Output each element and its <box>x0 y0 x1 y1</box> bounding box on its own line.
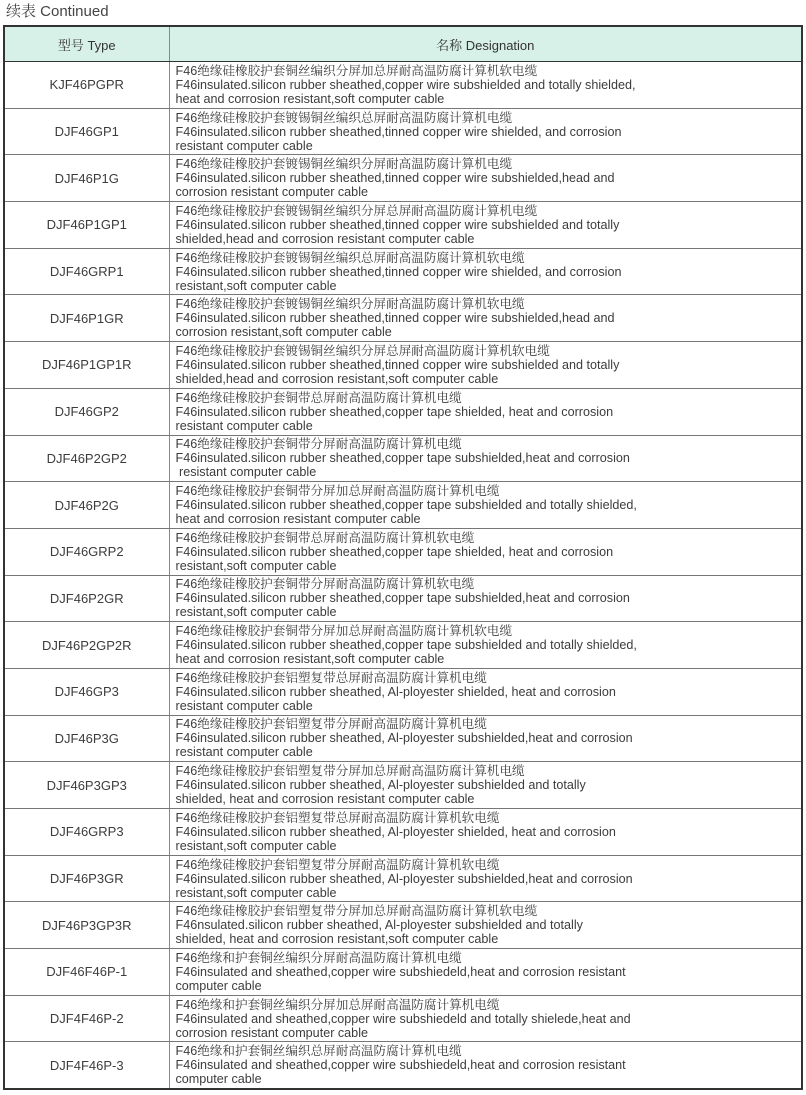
type-cell: DJF46P1GP1 <box>4 202 169 249</box>
designation-cell <box>169 155 802 202</box>
designation-chinese: F46绝缘硅橡胶护套铜带分屏加总屏耐高温防腐计算机电缆 <box>175 484 500 499</box>
table-row <box>4 482 802 529</box>
designation-english-line: F46insulated.silicon rubber sheathed, Al-ployester subshielded,heat and corrosion <box>175 871 633 886</box>
type-cell: DJF46P3GR <box>4 855 169 902</box>
designation-cell <box>169 715 802 762</box>
designation-english-line: F46insulated.silicon rubber sheathed,tinned copper wire shielded, and corrosion <box>175 124 622 139</box>
type-cell: DJF46F46P-1 <box>4 949 169 996</box>
table-caption: 续表 Continued <box>6 3 109 20</box>
designation-english-line: heat and corrosion resistant,soft computer cable <box>175 652 445 667</box>
designation-chinese: F46绝缘硅橡胶护套铜带分屏加总屏耐高温防腐计算机软电缆 <box>175 624 513 639</box>
designation-english-line: resistant,soft computer cable <box>175 885 337 900</box>
cable-type-table <box>3 25 803 1090</box>
designation-english-line: F46insulated.silicon rubber sheathed,copper tape shielded, heat and corrosion <box>175 544 614 559</box>
designation-cell <box>169 248 802 295</box>
designation-chinese: F46绝缘硅橡胶护套铝塑复带分屏加总屏耐高温防腐计算机电缆 <box>175 764 525 779</box>
designation-english-line: F46nsulated.silicon rubber sheathed, Al-ployester subshielded and totally <box>175 918 583 933</box>
designation-english-line: F46insulated and sheathed,copper wire subshiedeld and totally shielede,heat and <box>175 1011 631 1026</box>
column-header-type: 型号 Type <box>4 26 169 62</box>
designation-cell <box>169 295 802 342</box>
table-row <box>4 715 802 762</box>
type-cell: DJF46GP1 <box>4 108 169 155</box>
designation-chinese: F46绝缘硅橡胶护套铜带总屏耐高温防腐计算机软电缆 <box>175 530 475 545</box>
designation-chinese: F46绝缘硅橡胶护套铜带分屏耐高温防腐计算机电缆 <box>175 437 462 452</box>
designation-english-line: F46insulated.silicon rubber sheathed,copper tape subshielded,heat and corrosion <box>175 451 630 466</box>
table-row <box>4 62 802 109</box>
designation-english-line: F46insulated.silicon rubber sheathed,tinned copper wire subshielded and totally <box>175 217 620 232</box>
designation-english-line: F46insulated.silicon rubber sheathed,copper tape subshielded and totally shielded, <box>175 498 637 513</box>
designation-english-line: heat and corrosion resistant computer cable <box>175 512 421 527</box>
designation-cell <box>169 482 802 529</box>
type-cell: DJF46P2GP2R <box>4 622 169 669</box>
table-row <box>4 108 802 155</box>
table-row <box>4 809 802 856</box>
designation-english-line: resistant,soft computer cable <box>175 605 337 620</box>
designation-english-line: corrosion resistant computer cable <box>175 185 368 200</box>
column-header-designation: 名称 Designation <box>169 26 802 62</box>
designation-chinese: F46绝缘硅橡胶护套镀锡铜丝编织分屏总屏耐高温防腐计算机电缆 <box>175 203 538 218</box>
type-cell: DJF46GP2 <box>4 388 169 435</box>
designation-cell <box>169 528 802 575</box>
type-cell: DJF4F46P-3 <box>4 1042 169 1089</box>
designation-english-line: resistant,soft computer cable <box>175 558 337 573</box>
designation-english-line: corrosion resistant computer cable <box>175 1025 368 1040</box>
type-cell: KJF46PGPR <box>4 62 169 109</box>
designation-english-line: F46insulated.silicon rubber sheathed,copper tape shielded, heat and corrosion <box>175 404 614 419</box>
designation-cell <box>169 855 802 902</box>
designation-cell <box>169 809 802 856</box>
designation-chinese: F46绝缘硅橡胶护套镀锡铜丝编织分屏总屏耐高温防腐计算机软电缆 <box>175 343 550 358</box>
table-row <box>4 995 802 1042</box>
designation-cell <box>169 62 802 109</box>
designation-english-line: F46insulated.silicon rubber sheathed,tinned copper wire subshielded and totally <box>175 357 620 372</box>
designation-english-line: computer cable <box>175 978 262 993</box>
designation-english-line: resistant,soft computer cable <box>175 838 337 853</box>
designation-cell <box>169 622 802 669</box>
designation-cell <box>169 435 802 482</box>
type-cell: DJF46P1G <box>4 155 169 202</box>
designation-chinese: F46绝缘和护套铜丝编织总屏耐高温防腐计算机电缆 <box>175 1044 462 1059</box>
type-cell: DJF4F46P-2 <box>4 995 169 1042</box>
designation-english-line: shielded,head and corrosion resistant computer cable <box>175 231 475 246</box>
designation-english-line: F46insulated.silicon rubber sheathed,copper tape subshielded and totally shielded, <box>175 638 637 653</box>
table-row <box>4 1042 802 1089</box>
designation-english-line: F46insulated.silicon rubber sheathed, Al-ployester shielded, heat and corrosion <box>175 684 616 699</box>
table-row <box>4 295 802 342</box>
designation-cell <box>169 108 802 155</box>
designation-english-line: resistant,soft computer cable <box>175 278 337 293</box>
type-cell: DJF46GRP2 <box>4 528 169 575</box>
designation-english-line: heat and corrosion resistant,soft computer cable <box>175 91 445 106</box>
designation-english-line: resistant computer cable <box>175 698 313 713</box>
designation-english-line: F46insulated.silicon rubber sheathed,tinned copper wire shielded, and corrosion <box>175 264 622 279</box>
type-cell: DJF46GP3 <box>4 668 169 715</box>
designation-chinese: F46绝缘硅橡胶护套镀锡铜丝编织总屏耐高温防腐计算机电缆 <box>175 110 513 125</box>
table-row <box>4 342 802 389</box>
type-cell: DJF46P1GR <box>4 295 169 342</box>
designation-chinese: F46绝缘硅橡胶护套镀锡铜丝编织总屏耐高温防腐计算机软电缆 <box>175 250 525 265</box>
table-header <box>4 26 802 62</box>
type-cell: DJF46P2GP2 <box>4 435 169 482</box>
designation-english-line: F46insulated.silicon rubber sheathed,copper wire subshielded and totally shielded, <box>175 77 636 92</box>
designation-chinese: F46绝缘硅橡胶护套铝塑复带分屏耐高温防腐计算机电缆 <box>175 717 487 732</box>
type-cell: DJF46P3GP3R <box>4 902 169 949</box>
designation-cell <box>169 1042 802 1089</box>
designation-chinese: F46绝缘和护套铜丝编织分屏耐高温防腐计算机电缆 <box>175 950 462 965</box>
designation-cell <box>169 202 802 249</box>
designation-chinese: F46绝缘和护套铜丝编织分屏加总屏耐高温防腐计算机电缆 <box>175 997 500 1012</box>
table-row <box>4 855 802 902</box>
table-body <box>4 62 802 1090</box>
designation-cell <box>169 995 802 1042</box>
designation-english-line: corrosion resistant,soft computer cable <box>175 325 392 340</box>
type-cell: DJF46GRP1 <box>4 248 169 295</box>
designation-english-line: F46insulated.silicon rubber sheathed,copper tape subshielded,heat and corrosion <box>175 591 630 606</box>
table-row <box>4 388 802 435</box>
table-row <box>4 622 802 669</box>
designation-cell <box>169 762 802 809</box>
table-row <box>4 155 802 202</box>
designation-english-line: F46insulated and sheathed,copper wire subshiedeld,heat and corrosion resistant <box>175 964 626 979</box>
type-cell: DJF46P2GR <box>4 575 169 622</box>
table-row <box>4 762 802 809</box>
designation-english-line: resistant computer cable <box>175 465 317 480</box>
designation-english-line: resistant computer cable <box>175 418 313 433</box>
designation-english-line: computer cable <box>175 1072 262 1087</box>
designation-english-line: shielded,head and corrosion resistant,soft computer cable <box>175 371 499 386</box>
designation-english-line: shielded, heat and corrosion resistant computer cable <box>175 792 475 807</box>
table-row <box>4 949 802 996</box>
type-cell: DJF46P3GP3 <box>4 762 169 809</box>
designation-chinese: F46绝缘硅橡胶护套铝塑复带总屏耐高温防腐计算机软电缆 <box>175 810 500 825</box>
designation-chinese: F46绝缘硅橡胶护套铝塑复带分屏耐高温防腐计算机软电缆 <box>175 857 500 872</box>
designation-cell <box>169 668 802 715</box>
table-row <box>4 668 802 715</box>
table-row <box>4 202 802 249</box>
designation-cell <box>169 388 802 435</box>
designation-english-line: F46insulated and sheathed,copper wire subshiedeld,heat and corrosion resistant <box>175 1058 626 1073</box>
designation-english-line: F46insulated.silicon rubber sheathed, Al-ployester subshielded and totally <box>175 778 586 793</box>
designation-cell <box>169 902 802 949</box>
designation-chinese: F46绝缘硅橡胶护套镀锡铜丝编织分屏耐高温防腐计算机软电缆 <box>175 297 525 312</box>
designation-english-line: F46insulated.silicon rubber sheathed,tinned copper wire subshielded,head and <box>175 311 615 326</box>
designation-cell <box>169 949 802 996</box>
table-row <box>4 435 802 482</box>
designation-english-line: F46insulated.silicon rubber sheathed, Al-ployester subshielded,heat and corrosion <box>175 731 633 746</box>
designation-chinese: F46绝缘硅橡胶护套铝塑复带分屏加总屏耐高温防腐计算机软电缆 <box>175 904 538 919</box>
designation-chinese: F46绝缘硅橡胶护套铜带总屏耐高温防腐计算机电缆 <box>175 390 462 405</box>
designation-cell <box>169 342 802 389</box>
table-row <box>4 902 802 949</box>
designation-chinese: F46绝缘硅橡胶护套铜带分屏耐高温防腐计算机软电缆 <box>175 577 475 592</box>
type-cell: DJF46P3G <box>4 715 169 762</box>
table-row <box>4 528 802 575</box>
designation-english-line: resistant computer cable <box>175 138 313 153</box>
table-row <box>4 248 802 295</box>
designation-english-line: F46insulated.silicon rubber sheathed, Al-ployester shielded, heat and corrosion <box>175 824 616 839</box>
designation-chinese: F46绝缘硅橡胶护套铜丝编织分屏加总屏耐高温防腐计算机软电缆 <box>175 63 538 78</box>
designation-english-line: resistant computer cable <box>175 745 313 760</box>
table-row <box>4 575 802 622</box>
designation-english-line: F46insulated.silicon rubber sheathed,tinned copper wire subshielded,head and <box>175 171 615 186</box>
type-cell: DJF46P1GP1R <box>4 342 169 389</box>
type-cell: DJF46GRP3 <box>4 809 169 856</box>
designation-cell <box>169 575 802 622</box>
type-cell: DJF46P2G <box>4 482 169 529</box>
designation-chinese: F46绝缘硅橡胶护套铝塑复带总屏耐高温防腐计算机电缆 <box>175 670 487 685</box>
designation-english-line: shielded, heat and corrosion resistant,soft computer cable <box>175 932 499 947</box>
designation-chinese: F46绝缘硅橡胶护套镀锡铜丝编织分屏耐高温防腐计算机电缆 <box>175 157 513 172</box>
